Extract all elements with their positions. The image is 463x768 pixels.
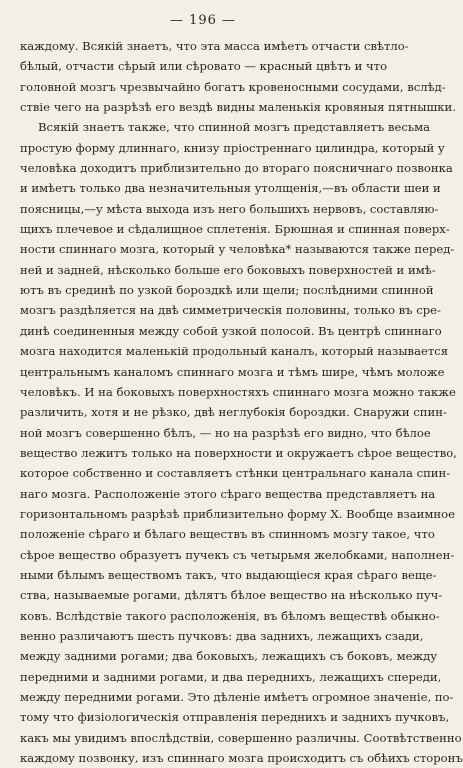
text-line: ней и задней, нѣсколько больше его боковыхъ поверхностей и имѣ- (20, 262, 436, 277)
text-line: мозга находится маленькій продольный каналъ, который называется (20, 344, 449, 359)
text-line: каждому позвонку, изъ спиннаго мозга происходитъ съ обѣихъ сторонъ (20, 751, 463, 766)
text-line: ными бѣлымъ веществомъ такъ, что выдающіеся края сѣраго веще- (20, 567, 437, 582)
text-line: между передними рогами. Это дѣленіе имѣетъ огромное значеніе, по- (20, 690, 454, 704)
text-line: ковъ. Вслѣдствіе такого расположенія, въ бѣломъ веществѣ обыкно- (20, 608, 440, 623)
text-line: которое собственно и составляетъ стѣнки центральнаго канала спин- (20, 466, 451, 481)
text-line: мозгъ раздѣляется на двѣ симметрическія половины, только въ сре- (20, 303, 441, 318)
text-line: сѣрое вещество образуетъ пучекъ съ четырьмя желобками, наполнен- (20, 547, 455, 562)
text-line: ности спиннаго мозга, который у человѣка* называются также перед- (20, 242, 455, 257)
text-line: различить, хотя и не рѣзко, двѣ неглубокія бороздки. Снаружи спин- (20, 405, 447, 420)
text-line: центральнымъ каналомъ спиннаго мозга и тѣмъ шире, чѣмъ моложе (20, 364, 445, 379)
text-line: и имѣетъ только два незначительныя утолщенія,—въ области шеи и (20, 181, 441, 196)
text-line: ютъ въ срединѣ по узкой бороздкѣ или щели; послѣдними спинной (20, 283, 434, 298)
text-line: головной мозгъ чрезвычайно богатъ кровеносными сосудами, вслѣд- (20, 79, 446, 94)
text-line: ной мозгъ совершенно бѣлъ, — но на разрѣзѣ его видно, что бѣлое (20, 425, 431, 440)
text-line: каждому. Всякій знаетъ, что эта масса имѣетъ отчасти свѣтло- (20, 39, 409, 53)
text-line: щихъ плечевое и сѣдалищное сплетенія. Брюшная и спинная поверх- (20, 222, 450, 237)
text-line: тому что физіологическія отправленія переднихъ и заднихъ пучковъ, (20, 710, 450, 725)
text-line: поясницы,—у мѣста выхода изъ него большихъ нервовъ, составляю- (20, 201, 439, 216)
text-line: простую форму длиннаго, книзу пріостреннаго цилиндра, который у (20, 140, 445, 155)
text-line: передними и задними рогами, и два переднихъ, лежащихъ спереди, (20, 669, 442, 684)
text-line: венно различаютъ шесть пучковъ: два заднихъ, лежащихъ сзади, (20, 628, 424, 643)
text-line: положеніе сѣраго и бѣлаго веществъ въ спинномъ мозгу такое, что (20, 527, 435, 542)
text-line: бѣлый, отчасти сѣрый или сѣровато — красный цвѣтъ и что (20, 59, 388, 74)
text-line: ствіе чего на разрѣзѣ его вездѣ видны маленькія кровяныя пятнышки. (20, 100, 456, 115)
text-line: человѣкъ. И на боковыхъ поверхностяхъ спиннаго мозга можно также (20, 384, 456, 399)
text-line: человѣка доходитъ приблизительно до втораго поясничнаго позвонка (20, 161, 453, 176)
text-line: вещество лежитъ только на поверхности и окружаетъ сѣрое вещество, (20, 445, 457, 460)
text-line: Всякій знаетъ также, что спинной мозгъ представляетъ весьма (38, 120, 431, 135)
text-line: ства, называемые рогами, дѣлятъ бѣлое вещество на нѣсколько пуч- (20, 588, 443, 603)
text-line: динѣ соединенныя между собой узкой полосой. Въ центрѣ спиннаго (20, 323, 442, 338)
page-number: — 196 — (169, 13, 237, 28)
text-line: между задними рогами; два боковыхъ, лежащихъ съ боковъ, между (20, 649, 438, 664)
text-line: наго мозга. Расположеніе этого сѣраго вещества представляетъ на (20, 486, 436, 501)
text-line: какъ мы увидимъ впослѣдствіи, совершенно различны. Соотвѣтственно (20, 730, 462, 745)
text-line: горизонтальномъ разрѣзѣ приблизительно форму X. Вообще взаимное (20, 506, 455, 521)
body-text (20, 36, 463, 768)
